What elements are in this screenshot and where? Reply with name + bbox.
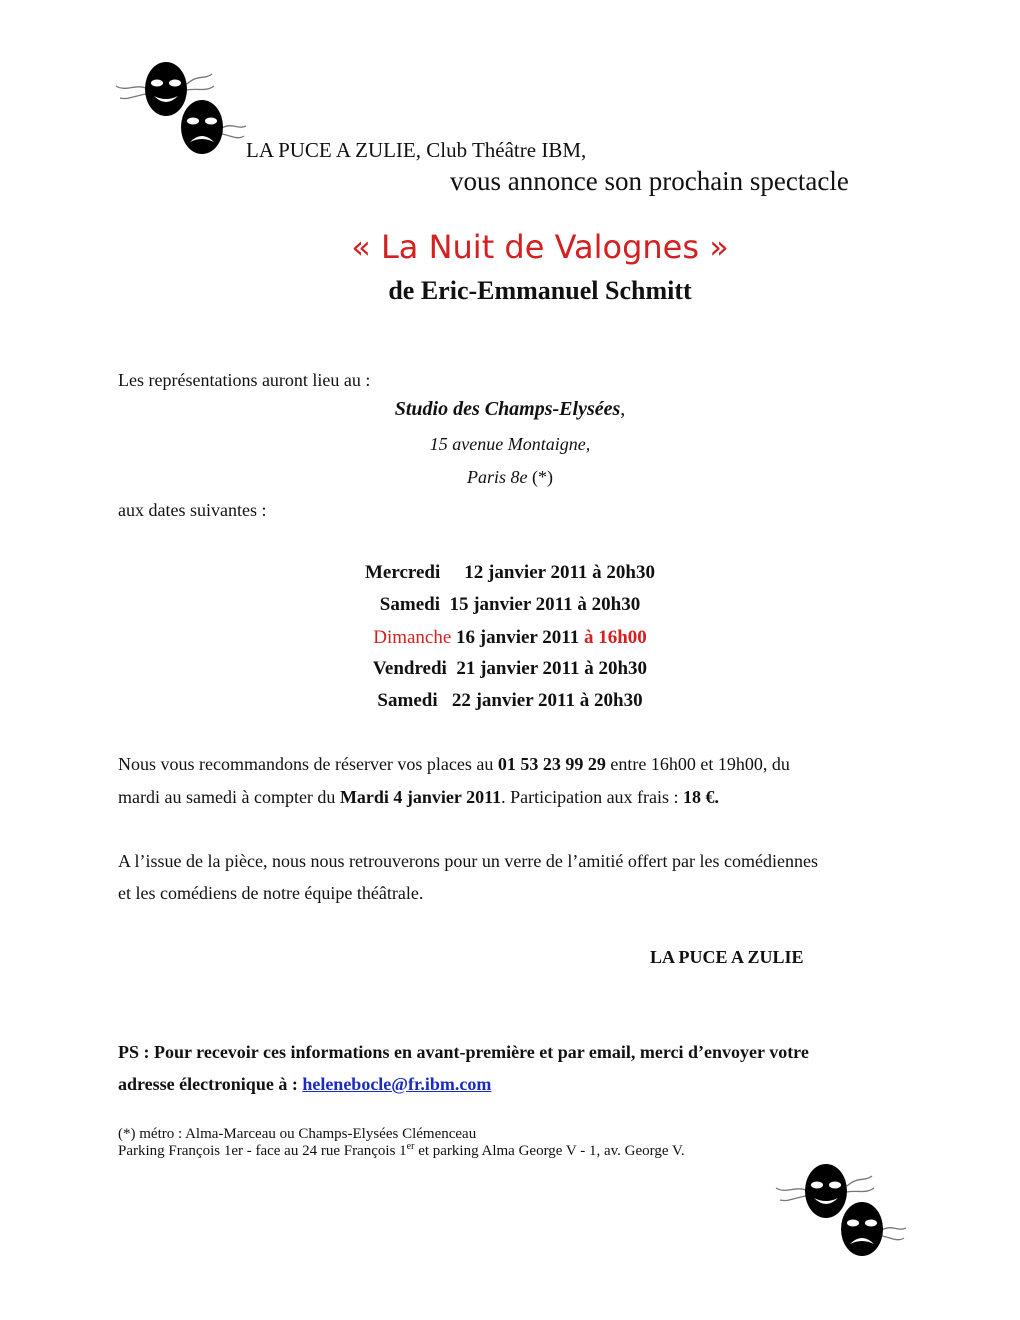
date-day: Vendredi <box>372 658 447 679</box>
booking-price: 18 €. <box>683 787 720 807</box>
date-value: 12 janvier 2011 à 20h30 <box>464 562 655 583</box>
club-name-line: LA PUCE A ZULIE, Club Théâtre IBM, <box>246 138 587 162</box>
venue-city-note: (*) <box>527 467 553 487</box>
date-value: 21 janvier 2011 à 20h30 <box>456 658 648 679</box>
booking-text: entre 16h00 et 19h00, du <box>605 754 790 774</box>
venue-name-line <box>0 398 1020 421</box>
footnote-text: et parking Alma George V - 1, av. George V. <box>414 1143 685 1159</box>
date-row <box>0 562 1020 584</box>
date-value: 16 janvier 2011 <box>456 627 584 648</box>
ps-line-2 <box>118 1074 491 1095</box>
date-day: Samedi <box>379 594 440 615</box>
date-time: à 16h00 <box>583 627 647 648</box>
booking-text: Nous vous recommandons de réserver vos places au <box>118 754 498 774</box>
booking-text: . Participation aux frais : <box>501 787 684 807</box>
ps-text: adresse électronique à : <box>118 1074 303 1094</box>
venue-city-line <box>0 467 1020 488</box>
date-row-highlighted <box>0 627 1020 649</box>
theatre-masks-icon <box>112 56 252 160</box>
booking-text: mardi au samedi à compter du <box>118 787 340 807</box>
theatre-masks-icon <box>772 1158 912 1262</box>
booking-phone: 01 53 23 99 29 <box>497 754 606 774</box>
footnote-text: Parking François 1er - face au 24 rue François 1 <box>118 1143 407 1159</box>
footnote-parking <box>118 1143 685 1160</box>
booking-start-date: Mardi 4 janvier 2011 <box>339 787 502 807</box>
dates-intro: aux dates suivantes : <box>118 500 267 520</box>
after-show-line-1: A l’issue de la pièce, nous nous retrouverons pour un verre de l’amitié offert par les comédiennes <box>118 851 818 871</box>
booking-line-1 <box>118 754 790 775</box>
play-title: « La Nuit de Valognes » <box>351 228 729 266</box>
date-day: Samedi <box>377 690 438 711</box>
date-row <box>0 594 1020 616</box>
date-row <box>0 658 1020 680</box>
email-link[interactable]: helenebocle@fr.ibm.com <box>302 1074 492 1094</box>
after-show-line-2: et les comédiens de notre équipe théâtrale. <box>118 883 424 903</box>
venue-name: Studio des Champs-Elysées <box>394 398 621 420</box>
venue-street: 15 avenue Montaigne, <box>429 434 591 454</box>
author-line: de Eric-Emmanuel Schmitt <box>388 276 692 305</box>
ps-line-1: PS : Pour recevoir ces informations en avant-première et par email, merci d’envoyer votre <box>118 1042 809 1062</box>
date-day: Dimanche <box>373 627 452 648</box>
venue-name-suffix: , <box>620 398 626 420</box>
date-row <box>0 690 1020 712</box>
venue-city: Paris 8e <box>467 467 528 487</box>
venue-intro: Les représentations auront lieu au : <box>118 370 371 390</box>
date-day: Mercredi <box>365 562 441 583</box>
announce-line: vous annonce son prochain spectacle <box>450 166 849 196</box>
footnote-metro: (*) métro : Alma-Marceau ou Champs-Elysées Clémenceau <box>118 1126 477 1142</box>
footnote-sup: er <box>406 1141 415 1152</box>
date-value: 15 janvier 2011 à 20h30 <box>449 594 641 615</box>
date-value: 22 janvier 2011 à 20h30 <box>451 690 643 711</box>
booking-line-2 <box>118 787 719 808</box>
signature: LA PUCE A ZULIE <box>650 947 804 967</box>
